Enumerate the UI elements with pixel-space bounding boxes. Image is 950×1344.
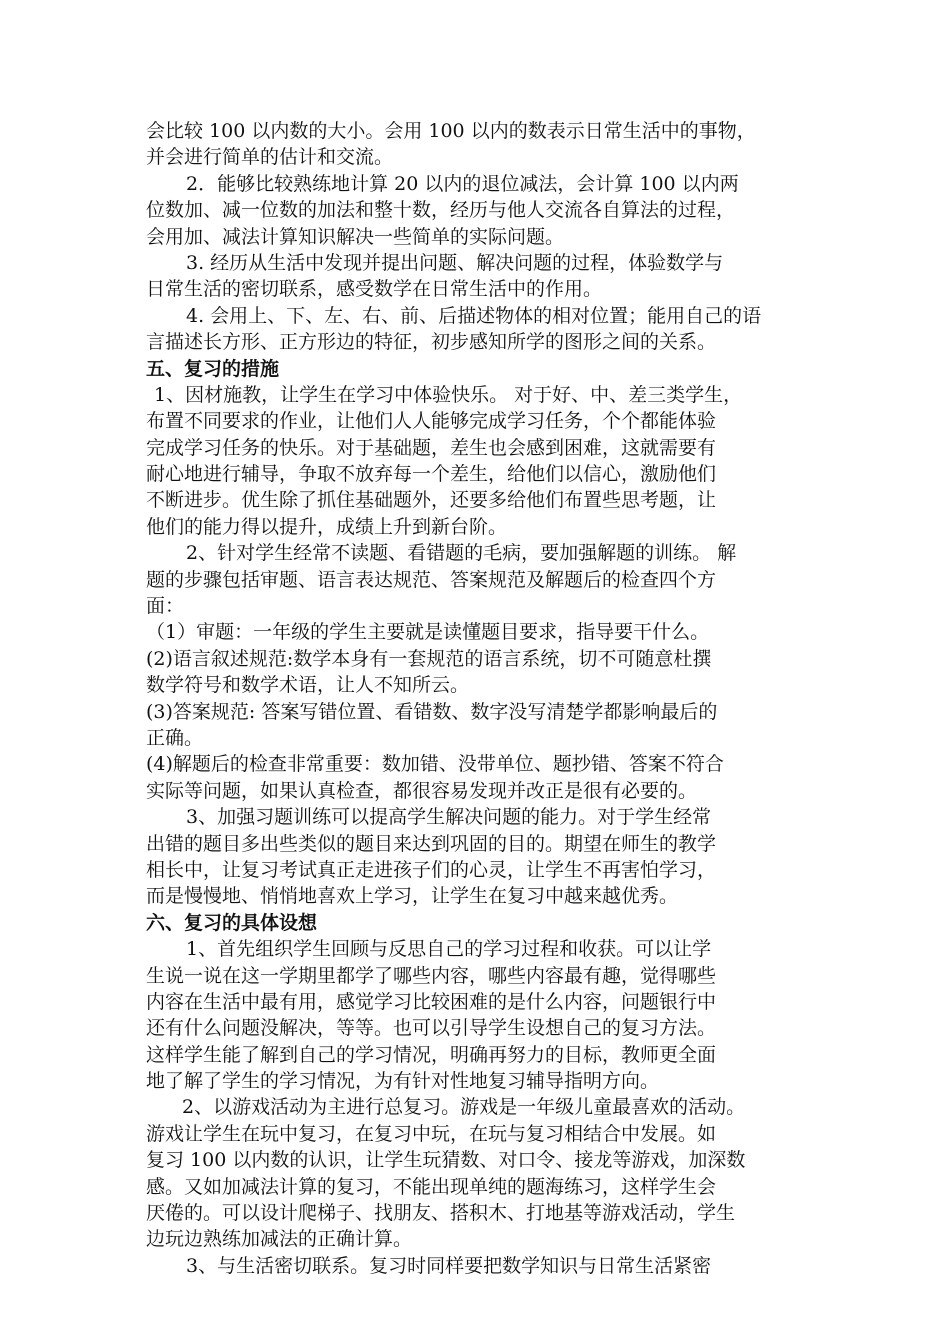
text-line: 还有什么问题没解决，等等。也可以引导学生设想自己的复习方法。 bbox=[146, 1017, 717, 1040]
text-line: 位数加、减一位数的加法和整十数，经历与他人交流各自算法的过程， bbox=[146, 199, 736, 222]
text-line: 数学符号和数学术语，让人不知所云。 bbox=[146, 674, 470, 697]
text-line: 言描述长方形、正方形边的特征，初步感知所学的图形之间的关系。 bbox=[146, 331, 717, 354]
text-line: 3. 经历从生活中发现并提出问题、解决问题的过程，体验数学与 bbox=[186, 251, 724, 274]
text-line: 正确。 bbox=[146, 726, 204, 749]
text-line: 地了解了学生的学习情况，为有针对性地复习辅导指明方向。 bbox=[146, 1070, 660, 1093]
text-line: (3)答案规范: 答案写错位置、看错数、数字没写清楚学都影响最后的 bbox=[146, 700, 718, 723]
text-line: 他们的能力得以提升，成绩上升到新台阶。 bbox=[146, 515, 508, 538]
text-line: 生说一说在这一学期里都学了哪些内容，哪些内容最有趣，觉得哪些 bbox=[146, 964, 717, 987]
text-line: 布置不同要求的作业，让他们人人能够完成学习任务，个个都能体验 bbox=[146, 410, 717, 433]
text-line: 不断进步。优生除了抓住基础题外，还要多给他们布置些思考题，让 bbox=[146, 489, 717, 512]
document-page bbox=[146, 118, 818, 1279]
text-line: 4. 会用上、下、左、右、前、后描述物体的相对位置；能用自己的语 bbox=[186, 304, 762, 327]
text-line: 这样学生能了解到自己的学习情况，明确再努力的目标，教师更全面 bbox=[146, 1043, 717, 1066]
text-line: 2、以游戏活动为主进行总复习。游戏是一年级儿童最喜欢的活动。 bbox=[182, 1096, 746, 1119]
text-line: 内容在生活中最有用，感觉学习比较困难的是什么内容，问题银行中 bbox=[146, 990, 717, 1013]
text-line: 实际等问题，如果认真检查，都很容易发现并改正是很有必要的。 bbox=[146, 779, 698, 802]
text-line: 2．能够比较熟练地计算 20 以内的退位减法，会计算 100 以内两 bbox=[186, 172, 739, 195]
section-heading: 六、复习的具体设想 bbox=[146, 911, 318, 934]
text-line: 复习 100 以内数的认识，让学生玩猜数、对口令、接龙等游戏，加深数 bbox=[146, 1149, 746, 1172]
text-line: 2、针对学生经常不读题、看错题的毛病，要加强解题的训练。 解 bbox=[186, 542, 737, 565]
text-line: 游戏让学生在玩中复习，在复习中玩，在玩与复习相结合中发展。如 bbox=[146, 1122, 717, 1145]
text-line: 相长中，让复习考试真正走进孩子们的心灵，让学生不再害怕学习， bbox=[146, 858, 717, 881]
text-line: 3、与生活密切联系。复习时同样要把数学知识与日常生活紧密 bbox=[186, 1254, 712, 1277]
text-line: 完成学习任务的快乐。对于基础题，差生也会感到困难，这就需要有 bbox=[146, 436, 717, 459]
text-line: 而是慢慢地、悄悄地喜欢上学习，让学生在复习中越来越优秀。 bbox=[146, 885, 679, 908]
text-line: 会比较 100 以内数的大小。会用 100 以内的数表示日常生活中的事物， bbox=[146, 120, 756, 142]
text-line: 1、首先组织学生回顾与反思自己的学习过程和收获。可以让学 bbox=[186, 938, 712, 961]
text-line: 题的步骤包括审题、语言表达规范、答案规范及解题后的检查四个方 bbox=[146, 568, 717, 591]
text-line: 3、加强习题训练可以提高学生解决问题的能力。对于学生经常 bbox=[186, 806, 712, 829]
text-line: 面： bbox=[146, 595, 185, 618]
text-line: 并会进行简单的估计和交流。 bbox=[146, 146, 394, 169]
text-line: 1、因材施教，让学生在学习中体验快乐。 对于好、中、差三类学生， bbox=[154, 383, 743, 406]
text-line: 会用加、减法计算知识解决一些简单的实际问题。 bbox=[146, 225, 565, 248]
text-line: 厌倦的。可以设计爬梯子、找朋友、搭积木、打地基等游戏活动，学生 bbox=[146, 1202, 736, 1225]
text-line: (4)解题后的检查非常重要：数加错、没带单位、题抄错、答案不符合 bbox=[146, 753, 724, 776]
text-line: (2)语言叙述规范:数学本身有一套规范的语言系统，切不可随意杜撰 bbox=[146, 647, 712, 670]
text-line: 出错的题目多出些类似的题目来达到巩固的目的。期望在师生的教学 bbox=[146, 832, 717, 855]
text-line: 日常生活的密切联系，感受数学在日常生活中的作用。 bbox=[146, 278, 603, 301]
section-heading: 五、复习的措施 bbox=[146, 357, 280, 380]
text-line: 耐心地进行辅导，争取不放弃每一个差生，给他们以信心，激励他们 bbox=[146, 463, 717, 486]
text-line: 感。又如加减法计算的复习，不能出现单纯的题海练习，这样学生会 bbox=[146, 1175, 717, 1198]
text-line: （1）审题：一年级的学生主要就是读懂题目要求，指导要干什么。 bbox=[146, 621, 710, 644]
text-line: 边玩边熟练加减法的正确计算。 bbox=[146, 1228, 413, 1251]
